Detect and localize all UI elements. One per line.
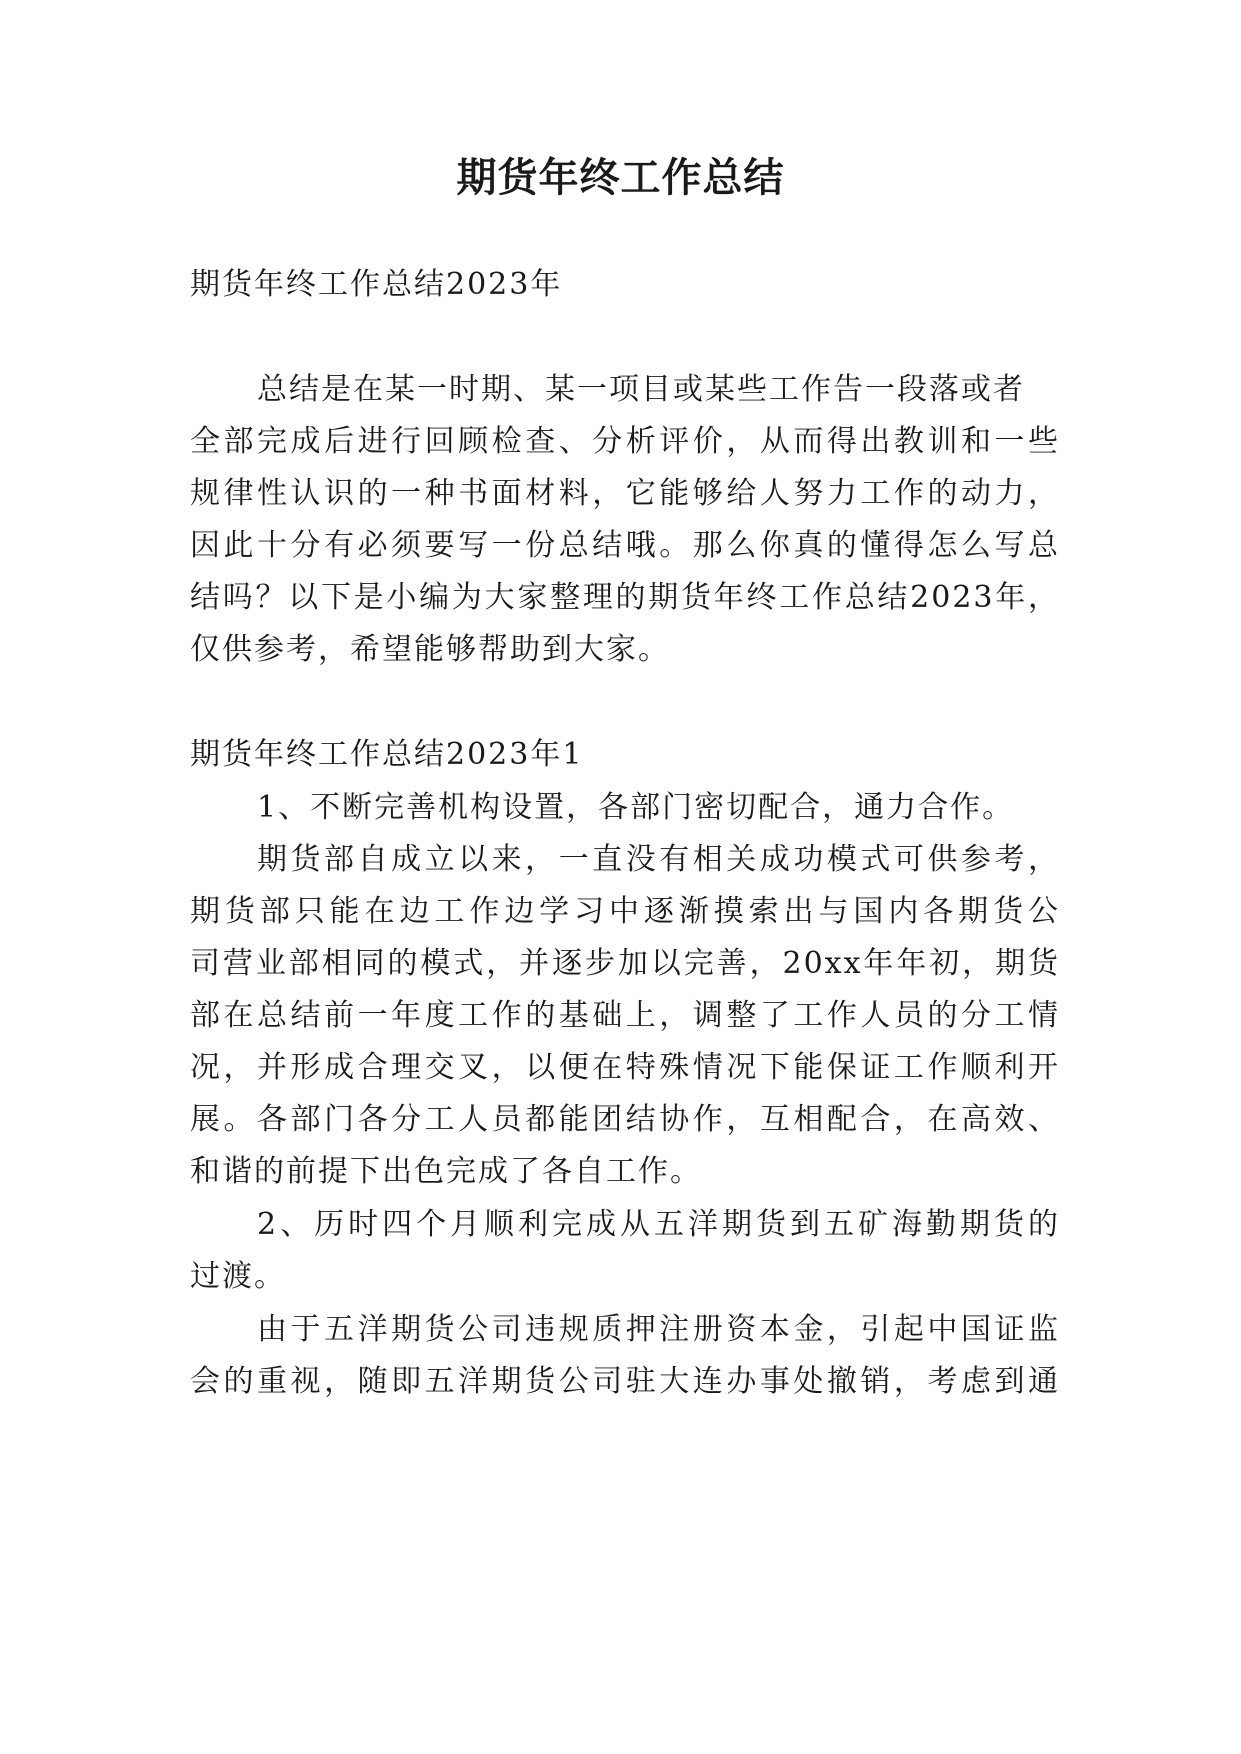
body-line: 会的重视，随即五洋期货公司驻大连办事处撤销，考虑到通 (190, 1364, 1060, 1399)
point-heading: 1、不断完善机构设置，各部门密切配合，通力合作。 (257, 790, 1015, 825)
body-line: 司营业部相同的模式，并逐步加以完善，20xx年年初，期货 (190, 946, 1060, 981)
intro-line: 结吗？以下是小编为大家整理的期货年终工作总结2023年， (190, 580, 1060, 615)
body-line: 展。各部门各分工人员都能团结协作，互相配合，在高效、 (190, 1102, 1060, 1137)
intro-line: 全部完成后进行回顾检查、分析评价，从而得出教训和一些 (190, 424, 1060, 459)
point-heading: 过渡。 (190, 1259, 286, 1294)
section-heading: 期货年终工作总结2023年1 (190, 737, 584, 772)
body-line: 由于五洋期货公司违规质押注册资本金，引起中国证监 (257, 1312, 1060, 1347)
intro-line: 仅供参考，希望能够帮助到大家。 (190, 632, 670, 667)
intro-line: 规律性认识的一种书面材料，它能够给人努力工作的动力， (190, 476, 1060, 511)
document-subtitle: 期货年终工作总结2023年 (190, 267, 563, 302)
body-line: 期货部自成立以来，一直没有相关成功模式可供参考， (257, 842, 1060, 877)
document-title: 期货年终工作总结 (456, 155, 785, 201)
point-heading: 2、历时四个月顺利完成从五洋期货到五矿海勤期货的 (257, 1207, 1060, 1242)
body-line: 部在总结前一年度工作的基础上，调整了工作人员的分工情 (190, 998, 1060, 1033)
body-line: 和谐的前提下出色完成了各自工作。 (190, 1154, 702, 1189)
intro-line: 总结是在某一时期、某一项目或某些工作告一段落或者 (257, 372, 1025, 407)
intro-line: 因此十分有必须要写一份总结哦。那么你真的懂得怎么写总 (190, 528, 1060, 563)
body-line: 况，并形成合理交叉，以便在特殊情况下能保证工作顺利开 (190, 1050, 1060, 1085)
body-line: 期货部只能在边工作边学习中逐渐摸索出与国内各期货公 (190, 894, 1060, 929)
